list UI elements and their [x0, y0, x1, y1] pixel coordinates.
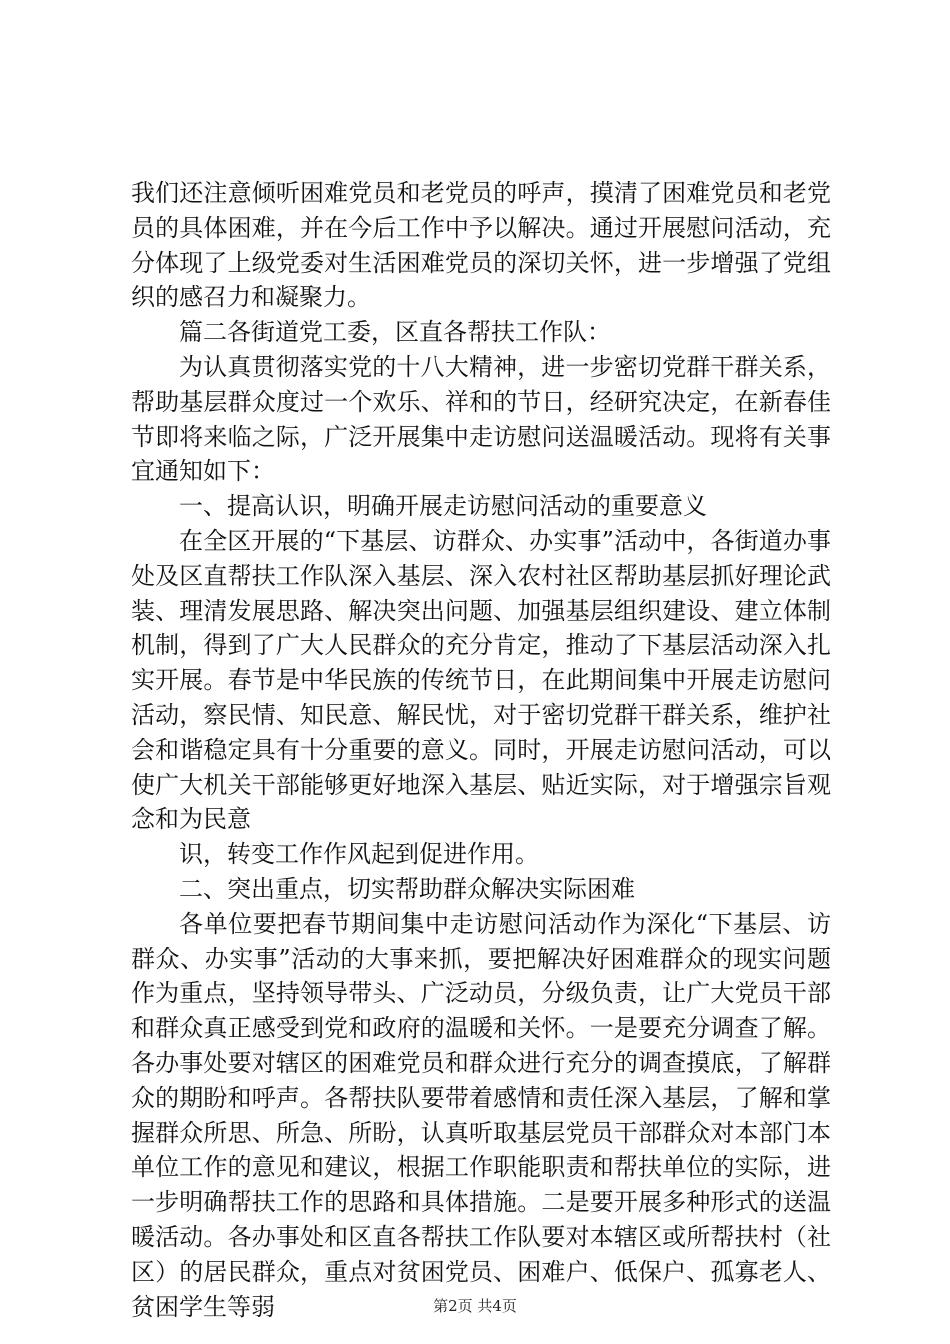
page-footer: 第2页 共4页 [433, 1297, 517, 1315]
paragraph-4: 在全区开展的“下基层、访群众、办实事”活动中，各街道办事处及区直帮扶工作队深入基层、深入农村社区帮助基层抓好理论武装、理清发展思路、解决突出问题、加强基层组织建设、建立体制机制，得到了广大人民群众的充分肯定，推动了下基层活动深入扎实开展。春节是中华民族的传统节日，在此期间集中开展走访慰问活动，察民情、知民意、解民忧，对于密切党群干群关系，维护社会和谐稳定具有十分重要的意义。同时，开展走访慰问活动，可以使广大机关干部能够更好地深入基层、贴近实际，对于增强宗旨观念和为民意 [131, 526, 831, 834]
paragraph-3: 为认真贯彻落实党的十八大精神，进一步密切党群干群关系，帮助基层群众度过一个欢乐、祥和的节日，经研究决定，在新春佳节即将来临之际，广泛开展集中走访慰问送温暖活动。现将有关事宜通知如下： [131, 352, 831, 486]
section-heading-2: 二、突出重点，切实帮助群众解决实际困难 [179, 874, 635, 903]
document-body [131, 176, 831, 1324]
section-heading-1: 一、提高认识，明确开展走访慰问活动的重要意义 [179, 492, 707, 521]
paragraph-6: 各单位要把春节期间集中走访慰问活动作为深化“下基层、访群众、办实事”活动的大事来抓，要把解决好困难群众的现实问题作为重点，坚持领导带头、广泛动员，分级负责，让广大党员干部和群众真正感受到党和政府的温暖和关怀。一是要充分调查了解。各办事处要对辖区的困难党员和群众进行充分的调查摸底，了解群众的期盼和呼声。各帮扶队要带着感情和责任深入基层，了解和掌握群众所思、所急、所盼，认真听取基层党员干部群众对本部门本单位工作的意见和建议，根据工作职能职责和帮扶单位的实际，进一步明确帮扶工作的思路和具体措施。二是要开展多种形式的送温暖活动。各办事处和区直各帮扶工作队要对本辖区或所帮扶村（社区）的居民群众，重点对贫困党员、困难户、低保户、孤寡老人、贫困学生等弱 [131, 909, 831, 1321]
paragraph-5: 识，转变工作作风起到促进作用。 [179, 840, 539, 869]
paragraph-2: 篇二各街道党工委，区直各帮扶工作队： [179, 318, 611, 347]
paragraph-1: 我们还注意倾听困难党员和老党员的呼声，摸清了困难党员和老党员的具体困难，并在今后工作中予以解决。通过开展慰问活动，充分体现了上级党委对生活困难党员的深切关怀，进一步增强了党组织的感召力和凝聚力。 [131, 179, 831, 312]
